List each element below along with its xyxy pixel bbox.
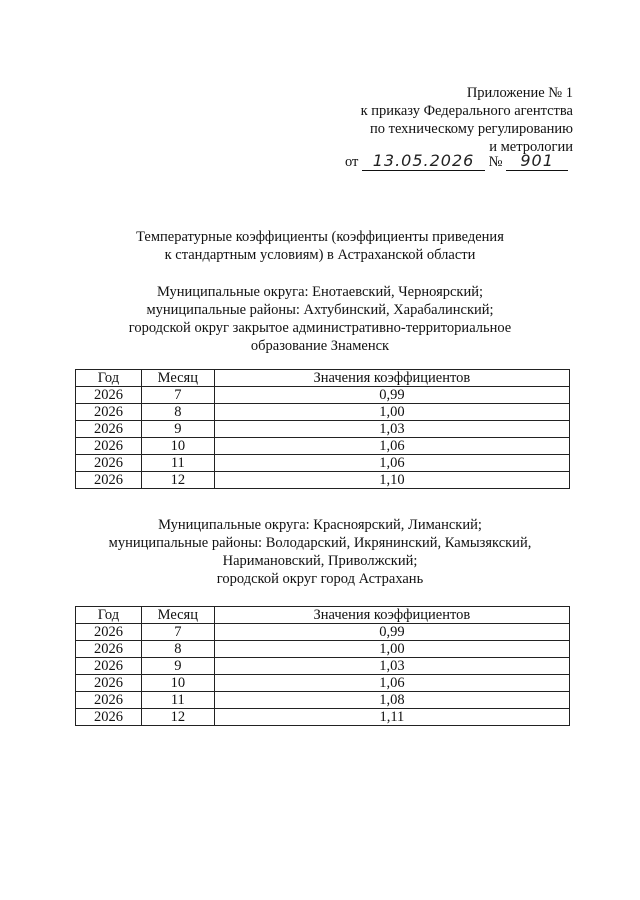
table-row [76,709,570,726]
section-heading-line: городской округ город Астрахань [216,571,424,587]
cell-month: 11 [141,455,214,472]
cell-year: 2026 [76,387,142,404]
document-title [0,228,640,264]
cell-month: 9 [141,658,214,675]
date-prefix: от [345,154,359,170]
table-row [76,438,570,455]
order-number: 901 [506,152,568,171]
table-row [76,387,570,404]
cell-coefficient: 0,99 [214,624,569,641]
cell-coefficient: 1,10 [214,472,569,489]
cell-year: 2026 [76,675,142,692]
cell-year: 2026 [76,658,142,675]
cell-year: 2026 [76,404,142,421]
coefficients-table-1 [75,369,570,489]
cell-year: 2026 [76,421,142,438]
header-year: Год [76,370,142,387]
order-date-number [345,152,568,171]
cell-month: 11 [141,692,214,709]
appendix-header [361,84,573,156]
table-row [76,641,570,658]
table-header-row [76,607,570,624]
cell-coefficient: 1,11 [214,709,569,726]
cell-month: 7 [141,387,214,404]
cell-coefficient: 1,08 [214,692,569,709]
cell-year: 2026 [76,641,142,658]
section-heading-line: муниципальные районы: Ахтубинский, Харабалинский; [146,302,494,318]
coefficients-table-2 [75,606,570,726]
cell-month: 8 [141,641,214,658]
cell-month: 8 [141,404,214,421]
section-heading-line: городской округ закрытое административно-территориальное [128,320,512,336]
cell-month: 10 [141,675,214,692]
table-row [76,692,570,709]
cell-month: 12 [141,709,214,726]
appendix-line: к приказу Федерального агентства [360,103,573,119]
cell-month: 10 [141,438,214,455]
cell-coefficient: 1,06 [214,455,569,472]
title-line: к стандартным условиям) в Астраханской области [164,247,476,263]
cell-year: 2026 [76,624,142,641]
number-prefix: № [488,154,503,170]
header-coefficient: Значения коэффициентов [214,370,569,387]
appendix-line: по техническому регулированию [369,121,573,137]
cell-coefficient: 1,03 [214,658,569,675]
order-date: 13.05.2026 [362,152,485,171]
title-line: Температурные коэффициенты (коэффициенты приведения [136,229,504,245]
cell-year: 2026 [76,438,142,455]
header-year: Год [76,607,142,624]
cell-coefficient: 1,06 [214,438,569,455]
header-month: Месяц [141,370,214,387]
table-row [76,404,570,421]
cell-coefficient: 1,00 [214,641,569,658]
cell-year: 2026 [76,455,142,472]
cell-coefficient: 0,99 [214,387,569,404]
section-heading-line: образование Знаменск [250,338,390,354]
cell-month: 12 [141,472,214,489]
section-heading-line: муниципальные районы: Володарский, Икрянинский, Камызякский, [108,535,532,551]
table-row [76,455,570,472]
appendix-line: и метрологии [489,139,573,155]
cell-coefficient: 1,06 [214,675,569,692]
table-row [76,421,570,438]
section1-heading [0,283,640,355]
section2-heading [0,516,640,588]
table-row [76,658,570,675]
table-row [76,472,570,489]
cell-year: 2026 [76,709,142,726]
cell-coefficient: 1,03 [214,421,569,438]
section-heading-line: Наримановский, Приволжский; [222,553,418,569]
table-header-row [76,370,570,387]
table-row [76,675,570,692]
section-heading-line: Муниципальные округа: Красноярский, Лиманский; [158,517,482,533]
cell-month: 9 [141,421,214,438]
header-coefficient: Значения коэффициентов [214,607,569,624]
appendix-line: Приложение № 1 [466,85,573,101]
table-row [76,624,570,641]
section-heading-line: Муниципальные округа: Енотаевский, Черноярский; [156,284,484,300]
cell-year: 2026 [76,472,142,489]
cell-month: 7 [141,624,214,641]
header-month: Месяц [141,607,214,624]
cell-year: 2026 [76,692,142,709]
cell-coefficient: 1,00 [214,404,569,421]
